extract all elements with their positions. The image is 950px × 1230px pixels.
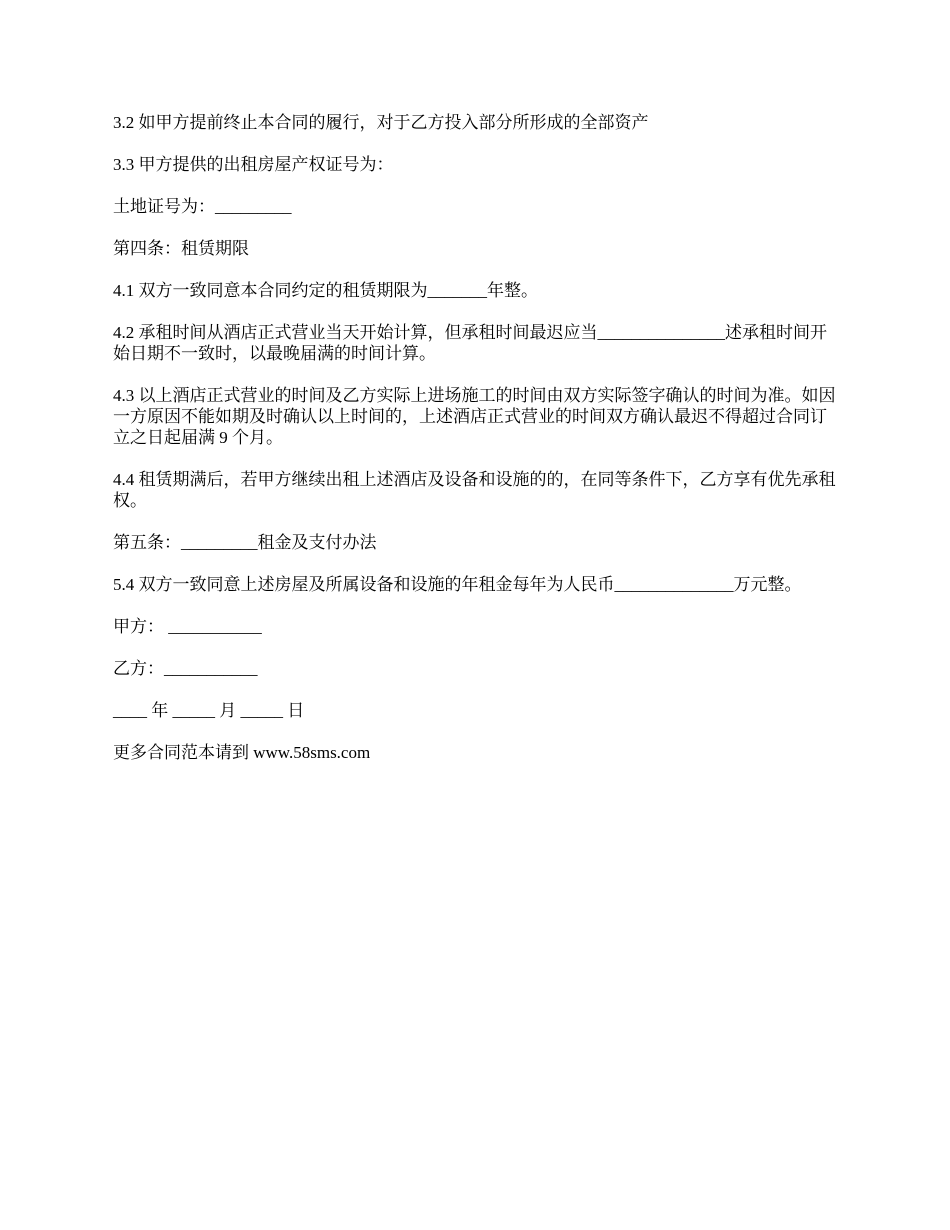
clause-4-2: 4.2 承租时间从酒店正式营业当天开始计算，但承租时间最迟应当_______________述承租时间开始日期不一致时，以最晚届满的时间计算。 (113, 323, 827, 363)
party-b-signature: 乙方：___________ (113, 659, 258, 678)
clause-4-1: 4.1 双方一致同意本合同约定的租赁期限为_______年整。 (113, 281, 538, 300)
date-line: ____ 年 _____ 月 _____ 日 (113, 701, 305, 720)
clause-3-3: 3.3 甲方提供的出租房屋产权证号为： (113, 155, 394, 174)
land-certificate-line: 土地证号为：_________ (113, 197, 292, 216)
article-4-heading: 第四条：租赁期限 (113, 239, 249, 258)
clause-4-3: 4.3 以上酒店正式营业的时间及乙方实际上进场施工的时间由双方实际签字确认的时间为准。如因一方原因不能如期及时确认以上时间的，上述酒店正式营业的时间双方确认最迟不得超过合同订立之日起届满 9 个月。 (113, 386, 836, 447)
article-5-heading: 第五条：_________租金及支付办法 (113, 533, 377, 552)
footer-website-note: 更多合同范本请到 www.58sms.com (113, 743, 371, 762)
party-a-signature: 甲方： ___________ (113, 617, 262, 636)
clause-4-4: 4.4 租赁期满后，若甲方继续出租上述酒店及设备和设施的的，在同等条件下，乙方享有优先承租权。 (113, 470, 836, 510)
document-body (113, 112, 841, 784)
clause-3-2: 3.2 如甲方提前终止本合同的履行，对于乙方投入部分所形成的全部资产 (113, 113, 649, 132)
clause-5-4: 5.4 双方一致同意上述房屋及所属设备和设施的年租金每年为人民币______________万元整。 (113, 575, 802, 594)
